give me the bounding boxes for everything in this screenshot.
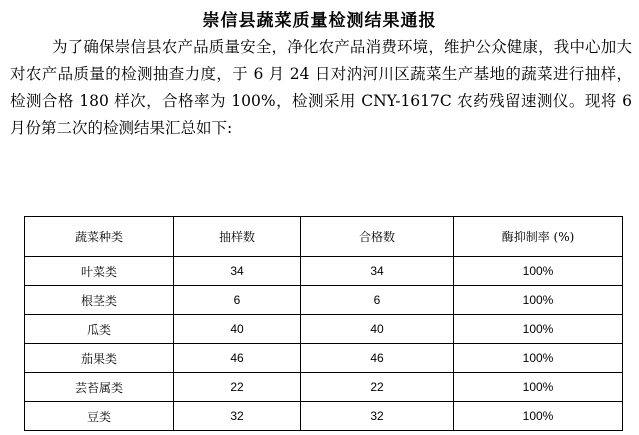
cell-pass-count: 46 <box>301 344 454 373</box>
cell-pass-count: 40 <box>301 315 454 344</box>
cell-inhibition-rate: 100% <box>454 344 623 373</box>
table-row <box>25 257 623 286</box>
document-title: 崇信县蔬菜质量检测结果通报 <box>202 11 437 31</box>
table-row <box>25 344 623 373</box>
table-row <box>25 402 623 431</box>
cell-inhibition-rate: 100% <box>454 402 623 431</box>
header-pass-count: 合格数 <box>301 217 454 257</box>
cell-sample-count: 6 <box>174 286 301 315</box>
header-sample-count: 抽样数 <box>174 217 301 257</box>
cell-vegetable-type: 茄果类 <box>25 344 174 373</box>
results-table <box>24 216 623 431</box>
cell-vegetable-type: 豆类 <box>25 402 174 431</box>
header-vegetable-type: 蔬菜种类 <box>25 217 174 257</box>
cell-inhibition-rate: 100% <box>454 257 623 286</box>
cell-sample-count: 32 <box>174 402 301 431</box>
cell-inhibition-rate: 100% <box>454 315 623 344</box>
table-header-row <box>25 217 623 257</box>
cell-vegetable-type: 叶菜类 <box>25 257 174 286</box>
cell-inhibition-rate: 100% <box>454 286 623 315</box>
table-row <box>25 315 623 344</box>
cell-inhibition-rate: 100% <box>454 373 623 402</box>
cell-pass-count: 6 <box>301 286 454 315</box>
cell-vegetable-type: 根茎类 <box>25 286 174 315</box>
header-inhibition-rate: 酶抑制率 (%) <box>454 217 623 257</box>
cell-pass-count: 32 <box>301 402 454 431</box>
cell-sample-count: 34 <box>174 257 301 286</box>
cell-sample-count: 22 <box>174 373 301 402</box>
cell-sample-count: 46 <box>174 344 301 373</box>
cell-pass-count: 34 <box>301 257 454 286</box>
cell-vegetable-type: 芸苔属类 <box>25 373 174 402</box>
cell-vegetable-type: 瓜类 <box>25 315 174 344</box>
cell-sample-count: 40 <box>174 315 301 344</box>
table-row <box>25 373 623 402</box>
intro-paragraph: 为了确保崇信县农产品质量安全，净化农产品消费环境，维护公众健康，我中心加大对农产品质量的检测抽查力度，于 6 月 24 日对汭河川区蔬菜生产基地的蔬菜进行抽样，检测合格 180 样次，合格率为 100%，检测采用 CNY-1617C 农药残留速测仪。现将 6 月份第二次的检测结果汇总如下: <box>10 38 632 137</box>
table-row <box>25 286 623 315</box>
cell-pass-count: 22 <box>301 373 454 402</box>
